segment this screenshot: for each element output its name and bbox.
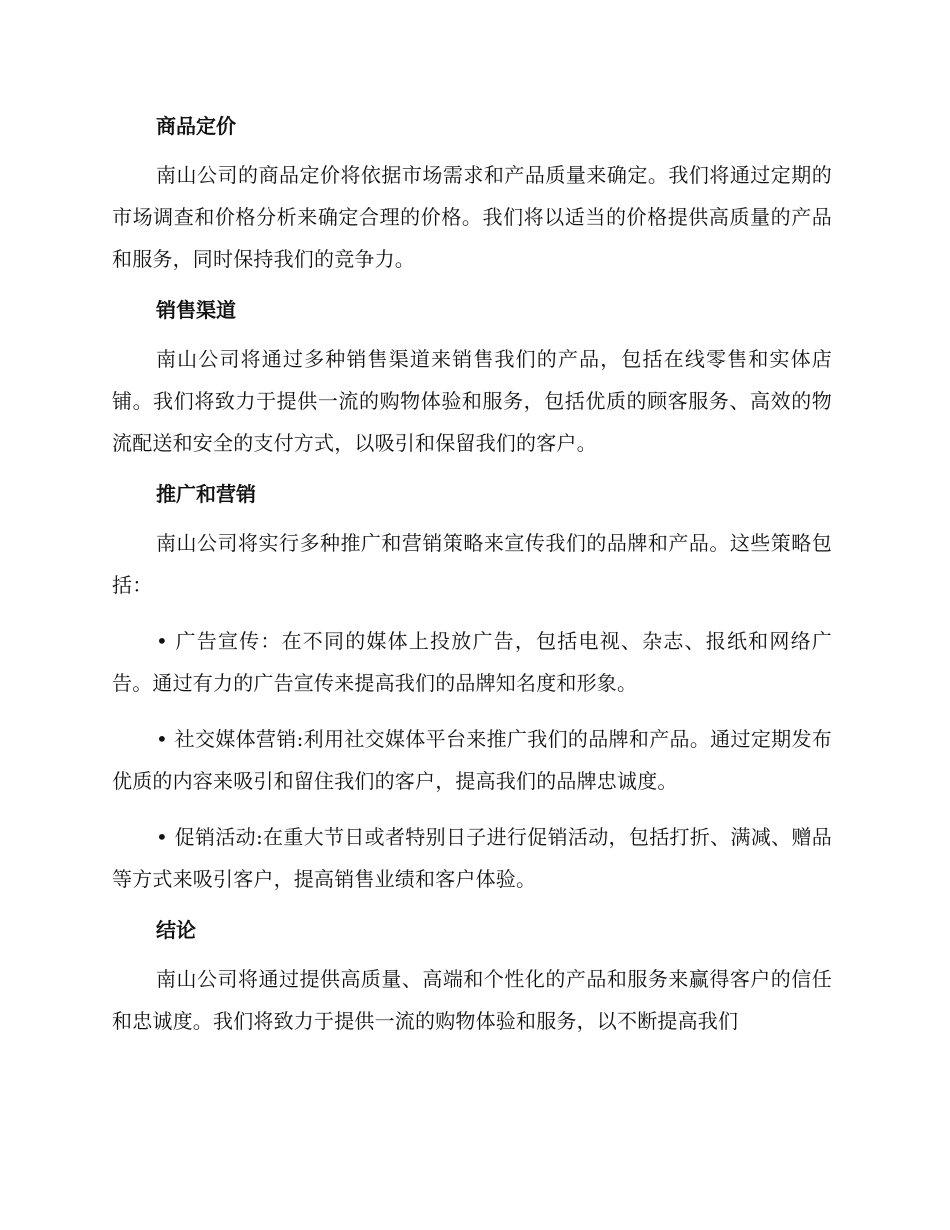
section-conclusion	[112, 914, 832, 1042]
document-page	[112, 110, 832, 1056]
paragraph: 南山公司将通过多种销售渠道来销售我们的产品，包括在线零售和实体店铺。我们将致力于提供一流的购物体验和服务，包括优质的顾客服务、高效的物流配送和安全的支付方式，以吸引和保留我们的客户。	[112, 347, 832, 455]
paragraph: 南山公司将实行多种推广和营销策略来宣传我们的品牌和产品。这些策略包括：	[112, 531, 832, 597]
paragraph: 南山公司的商品定价将依据市场需求和产品质量来确定。我们将通过定期的市场调查和价格分析来确定合理的价格。我们将以适当的价格提供高质量的产品和服务，同时保持我们的竞争力。	[112, 163, 832, 271]
section-pricing	[112, 110, 832, 280]
bullet-item-advertising: • 广告宣传：在不同的媒体上投放广告，包括电视、杂志、报纸和网络广告。通过有力的广告宣传来提高我们的品牌知名度和形象。	[112, 629, 832, 695]
section-heading: 商品定价	[156, 114, 236, 138]
paragraph: 南山公司将通过提供高质量、高端和个性化的产品和服务来赢得客户的信任和忠诚度。我们将致力于提供一流的购物体验和服务，以不断提高我们	[112, 967, 832, 1033]
section-heading: 销售渠道	[156, 298, 236, 322]
section-heading: 结论	[156, 918, 196, 942]
section-promotion-marketing	[112, 478, 832, 900]
section-heading: 推广和营销	[156, 482, 256, 506]
bullet-item-promotions: • 促销活动:在重大节日或者特别日子进行促销活动，包括打折、满减、赠品等方式来吸引客户，提高销售业绩和客户体验。	[112, 825, 832, 891]
section-sales-channels	[112, 294, 832, 464]
bullet-item-social-media: • 社交媒体营销:利用社交媒体平台来推广我们的品牌和产品。通过定期发布优质的内容来吸引和留住我们的客户，提高我们的品牌忠诚度。	[112, 727, 832, 793]
